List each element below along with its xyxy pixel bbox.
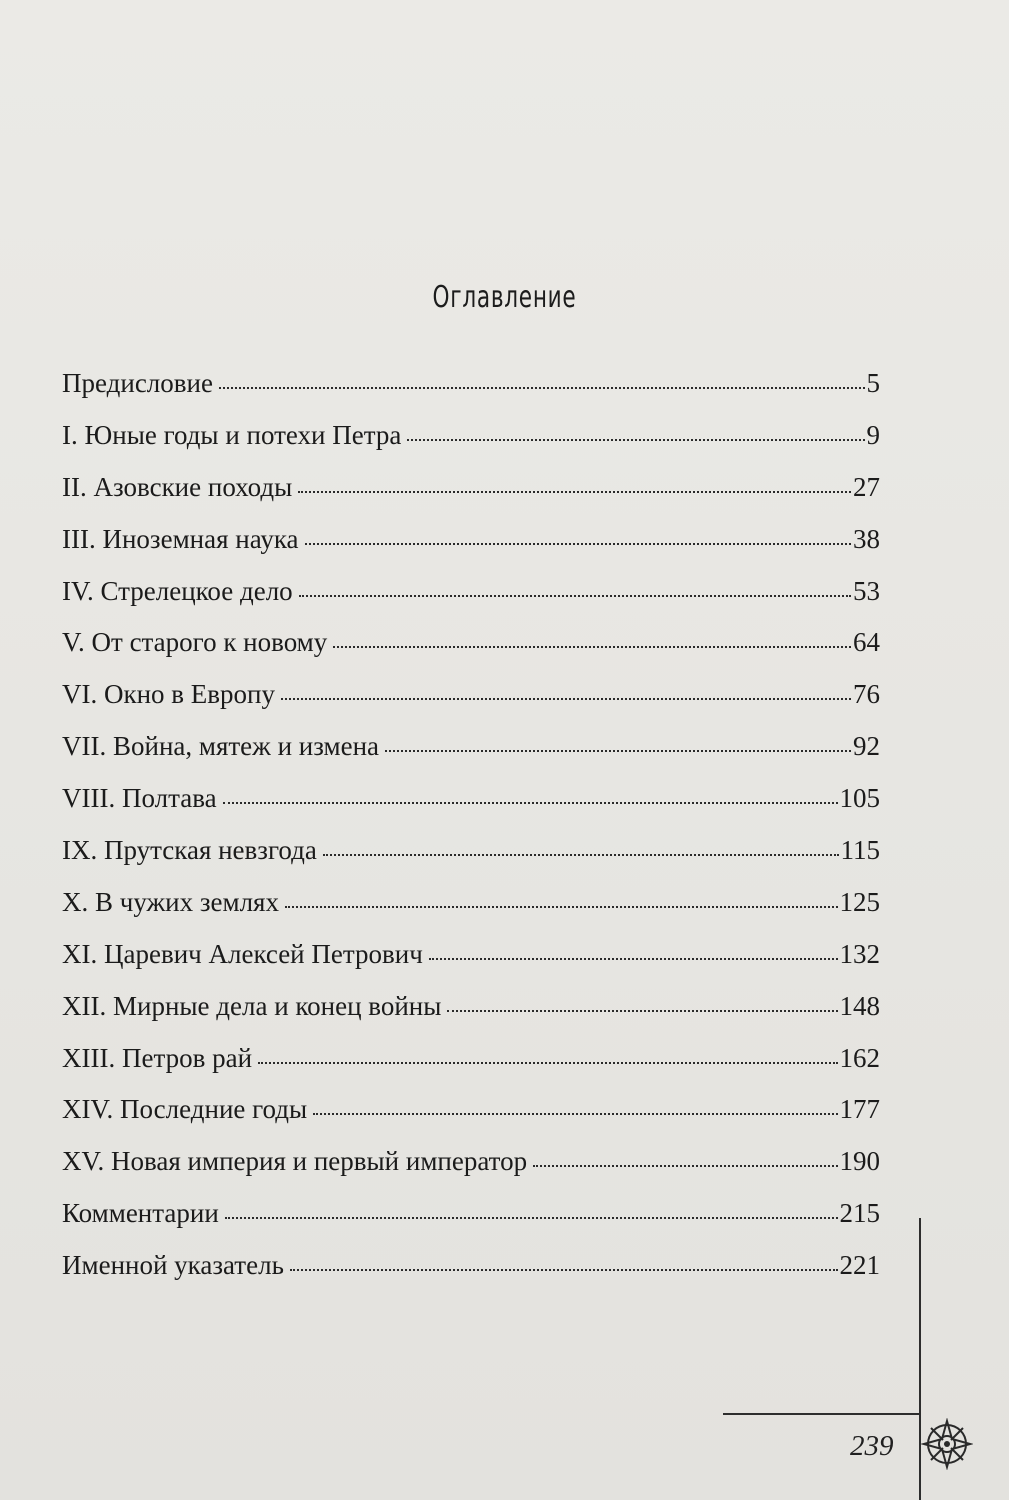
dot-leader xyxy=(533,1165,837,1167)
toc-entry-title: IV. Стрелецкое дело xyxy=(62,575,293,606)
footer-horizontal-rule xyxy=(723,1413,919,1415)
toc-entry-page: 76 xyxy=(853,679,880,710)
dot-leader xyxy=(298,491,851,493)
toc-entry-title: Именной указатель xyxy=(62,1250,284,1281)
page-number: 239 xyxy=(850,1430,894,1462)
toc-entry-page: 115 xyxy=(840,835,880,866)
toc-entry-page: 92 xyxy=(853,731,880,762)
toc-entry-page: 190 xyxy=(839,1146,880,1177)
dot-leader xyxy=(281,698,851,700)
toc-entry-page: 105 xyxy=(839,783,880,814)
dot-leader xyxy=(407,439,864,441)
dot-leader xyxy=(223,802,838,804)
toc-entry xyxy=(62,991,880,1043)
toc-entry-title: XIII. Петров рай xyxy=(62,1042,253,1073)
toc-entry-title: XI. Царевич Алексей Петрович xyxy=(62,938,423,969)
toc-entry xyxy=(62,1250,880,1302)
toc-entry-page: 125 xyxy=(839,886,880,917)
toc-entry-page: 38 xyxy=(853,523,880,554)
toc-entry-title: XIV. Последние годы xyxy=(62,1094,308,1125)
dot-leader xyxy=(285,906,838,908)
toc-entry xyxy=(62,887,880,939)
dot-leader xyxy=(323,854,839,856)
toc-entry-page: 177 xyxy=(839,1094,880,1125)
toc-entry-page: 215 xyxy=(839,1198,880,1229)
toc-entry-page: 53 xyxy=(853,575,880,606)
toc-entry xyxy=(62,679,880,731)
dot-leader xyxy=(225,1217,838,1219)
toc-entry-title: VI. Окно в Европу xyxy=(62,679,275,710)
page-title: Оглавление xyxy=(432,280,577,315)
toc-entry-title: XII. Мирные дела и конец войны xyxy=(62,990,442,1021)
toc-entry xyxy=(62,420,880,472)
dot-leader xyxy=(299,595,851,597)
toc-entry-page: 132 xyxy=(839,938,880,969)
toc-entry xyxy=(62,939,880,991)
toc-entry xyxy=(62,1094,880,1146)
toc-entry-title: XV. Новая империя и первый император xyxy=(62,1146,528,1177)
table-of-contents xyxy=(62,368,880,1302)
toc-entry-title: IX. Прутская невзгода xyxy=(62,835,317,866)
toc-entry xyxy=(62,731,880,783)
toc-entry-title: Комментарии xyxy=(62,1198,219,1229)
dot-leader xyxy=(305,543,851,545)
dot-leader xyxy=(290,1269,838,1271)
dot-leader xyxy=(313,1113,837,1115)
toc-entry-title: I. Юные годы и потехи Петра xyxy=(62,419,402,450)
toc-entry xyxy=(62,472,880,524)
compass-rose-ornament-icon xyxy=(921,1418,973,1470)
toc-entry-page: 64 xyxy=(853,627,880,658)
toc-entry-page: 148 xyxy=(839,990,880,1021)
toc-entry-title: V. От старого к новому xyxy=(62,627,328,658)
toc-entry-page: 27 xyxy=(853,471,880,502)
dot-leader xyxy=(258,1062,837,1064)
toc-entry-title: X. В чужих землях xyxy=(62,886,279,917)
dot-leader xyxy=(333,646,851,648)
toc-entry-title: Предисловие xyxy=(62,368,213,398)
toc-entry xyxy=(62,576,880,628)
toc-entry xyxy=(62,835,880,887)
toc-entry-page: 162 xyxy=(839,1042,880,1073)
dot-leader xyxy=(429,958,838,960)
toc-entry-title: III. Иноземная наука xyxy=(62,523,299,554)
toc-entry-title: VII. Война, мятеж и измена xyxy=(62,731,379,762)
dot-leader xyxy=(385,750,851,752)
toc-entry xyxy=(62,1043,880,1095)
dot-leader xyxy=(219,387,865,389)
toc-entry-page: 9 xyxy=(866,419,880,450)
dot-leader xyxy=(447,1010,837,1012)
toc-entry xyxy=(62,783,880,835)
toc-entry-page: 221 xyxy=(839,1250,880,1281)
toc-entry xyxy=(62,368,880,420)
toc-entry-title: VIII. Полтава xyxy=(62,783,217,814)
toc-entry xyxy=(62,1146,880,1198)
toc-entry xyxy=(62,627,880,679)
toc-entry xyxy=(62,524,880,576)
toc-entry-page: 5 xyxy=(866,368,880,398)
toc-entry xyxy=(62,1198,880,1250)
toc-entry-title: II. Азовские походы xyxy=(62,471,293,502)
